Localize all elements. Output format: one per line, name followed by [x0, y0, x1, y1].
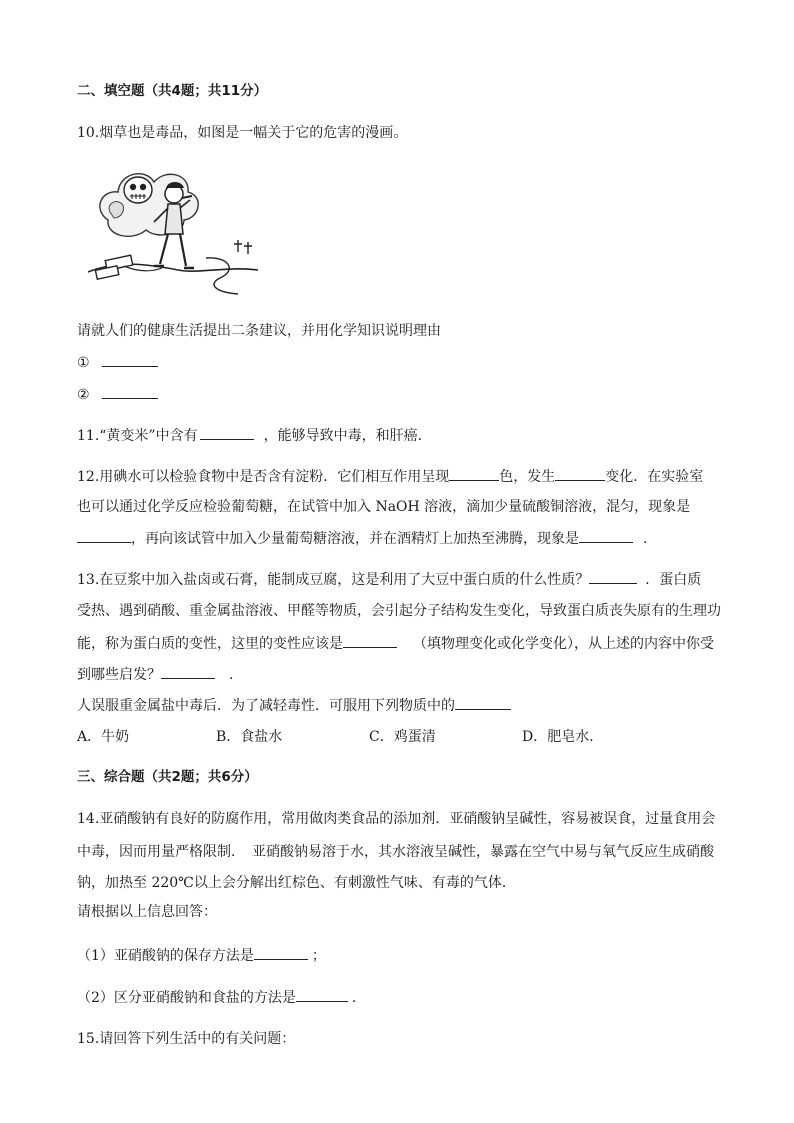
q13-line-2: 受热、遇到硝酸、重金属盐溶液、甲醛等物质，会引起分子结构发生变化，导致蛋白质丧失原有的生理功 — [77, 603, 721, 619]
q13-blank-inspiration[interactable] — [161, 664, 215, 679]
q14-sub-1-blank[interactable] — [254, 945, 308, 960]
q14-sub-2 — [77, 987, 356, 1008]
q15-text: 15.请回答下列生活中的有关问题： — [77, 1031, 296, 1047]
q12-line-3 — [77, 528, 647, 549]
q13-text-1b: ．蛋白质 — [645, 572, 702, 588]
q12-text-1b: 色，发生 — [499, 469, 556, 485]
smoking-cartoon-illustration — [88, 160, 258, 300]
q12-text-1a: 12.用碘水可以检验食物中是否含有淀粉．它们相互作用呈现 — [77, 469, 450, 485]
q11-line — [77, 425, 422, 446]
q10-answer-1-blank[interactable] — [102, 352, 158, 367]
q13-text-5: 人误服重金属盐中毒后．为了减轻毒性．可服用下列物质中的 — [77, 698, 455, 714]
q10-prompt: 请就人们的健康生活提出二条建议，并用化学知识说明理由 — [77, 323, 441, 339]
q14-sub-1 — [77, 945, 326, 966]
q12-text-1c: 变化．在实验室 — [605, 469, 704, 485]
q14-sub-2-blank[interactable] — [296, 987, 348, 1002]
q10-item-2-label: ② — [77, 387, 90, 403]
q13-text-4b: . — [229, 667, 234, 683]
q10-answer-1 — [77, 352, 158, 373]
q12-text-3a: ，再向该试管中加入少量葡萄糖溶液，并在酒精灯上加热至沸腾，现象是 — [131, 531, 579, 547]
section-3-heading: 三、综合题（共2题；共6分） — [77, 769, 258, 785]
q11-text-a: 11.“黄变米”中含有 — [77, 428, 198, 444]
q12-text-3b: . — [643, 531, 648, 547]
q11-blank[interactable] — [200, 425, 254, 440]
q13-text-1a: 13.在豆浆中加入盐卤或石膏，能制成豆腐，这是利用了大豆中蛋白质的什么性质？ — [77, 572, 590, 588]
q12-blank-color[interactable] — [449, 466, 499, 481]
q13-blank-change-type[interactable] — [343, 633, 397, 648]
q14-line-2: 中毒，因而用量严格限制． 亚硝酸钠易溶于水，其水溶液呈碱性，暴露在空气中易与氧气反应生成硝酸 — [77, 844, 714, 860]
q13-option-b[interactable]: B．食盐水 — [216, 729, 283, 745]
q13-option-d[interactable]: D．肥皂水． — [522, 729, 604, 745]
q13-option-c[interactable]: C．鸡蛋清 — [369, 729, 436, 745]
q13-text-3a: 能，称为蛋白质的变性，这里的变性应该是 — [77, 636, 343, 652]
q10-answer-2 — [77, 384, 158, 405]
q14-line-1: 14.亚硝酸钠有良好的防腐作用，常用做肉类食品的添加剂．亚硝酸钠呈碱性，容易被误食，过量食用会 — [77, 811, 716, 827]
q10-text: 10.烟草也是毒品，如图是一幅关于它的危害的漫画。 — [77, 125, 408, 141]
q14-sub-2-end: . — [351, 990, 357, 1006]
q10-item-1-label: ① — [77, 355, 90, 371]
q13-line-1 — [77, 569, 701, 590]
q13-blank-choice[interactable] — [455, 695, 511, 710]
q12-line-1 — [77, 466, 703, 487]
q13-line-3 — [77, 633, 714, 654]
q13-text-4a: 到哪些启发？ — [77, 667, 161, 683]
q10-answer-2-blank[interactable] — [102, 384, 158, 399]
q13-option-a[interactable]: A．牛奶 — [77, 729, 130, 745]
q13-line-5 — [77, 695, 511, 716]
q13-text-3b: （填物理变化或化学变化），从上述的内容中你受 — [413, 636, 714, 652]
section-2-heading: 二、填空题（共4题；共11分） — [77, 83, 268, 99]
q14-sub-1-text: （1）亚硝酸钠的保存方法是 — [77, 948, 254, 964]
q14-line-4: 请根据以上信息回答： — [77, 904, 217, 920]
q12-blank-phenomenon-2[interactable] — [579, 528, 633, 543]
q14-sub-1-end: ； — [311, 948, 326, 964]
q12-blank-phenomenon-1[interactable] — [77, 528, 131, 543]
q14-sub-2-text: （2）区分亚硝酸钠和食盐的方法是 — [77, 990, 296, 1006]
q13-line-4 — [77, 664, 233, 685]
q12-line-2: 也可以通过化学反应检验葡萄糖，在试管中加入 NaOH 溶液，滴加少量硫酸铜溶液，混匀，现象是 — [77, 499, 691, 515]
q14-line-3: 钠，加热至 220℃以上会分解出红棕色、有刺激性气味、有毒的气体． — [77, 875, 516, 891]
q11-text-b: ，能够导致中毒，和肝癌. — [263, 428, 423, 444]
q13-blank-property[interactable] — [589, 569, 637, 584]
q12-blank-change[interactable] — [555, 466, 605, 481]
